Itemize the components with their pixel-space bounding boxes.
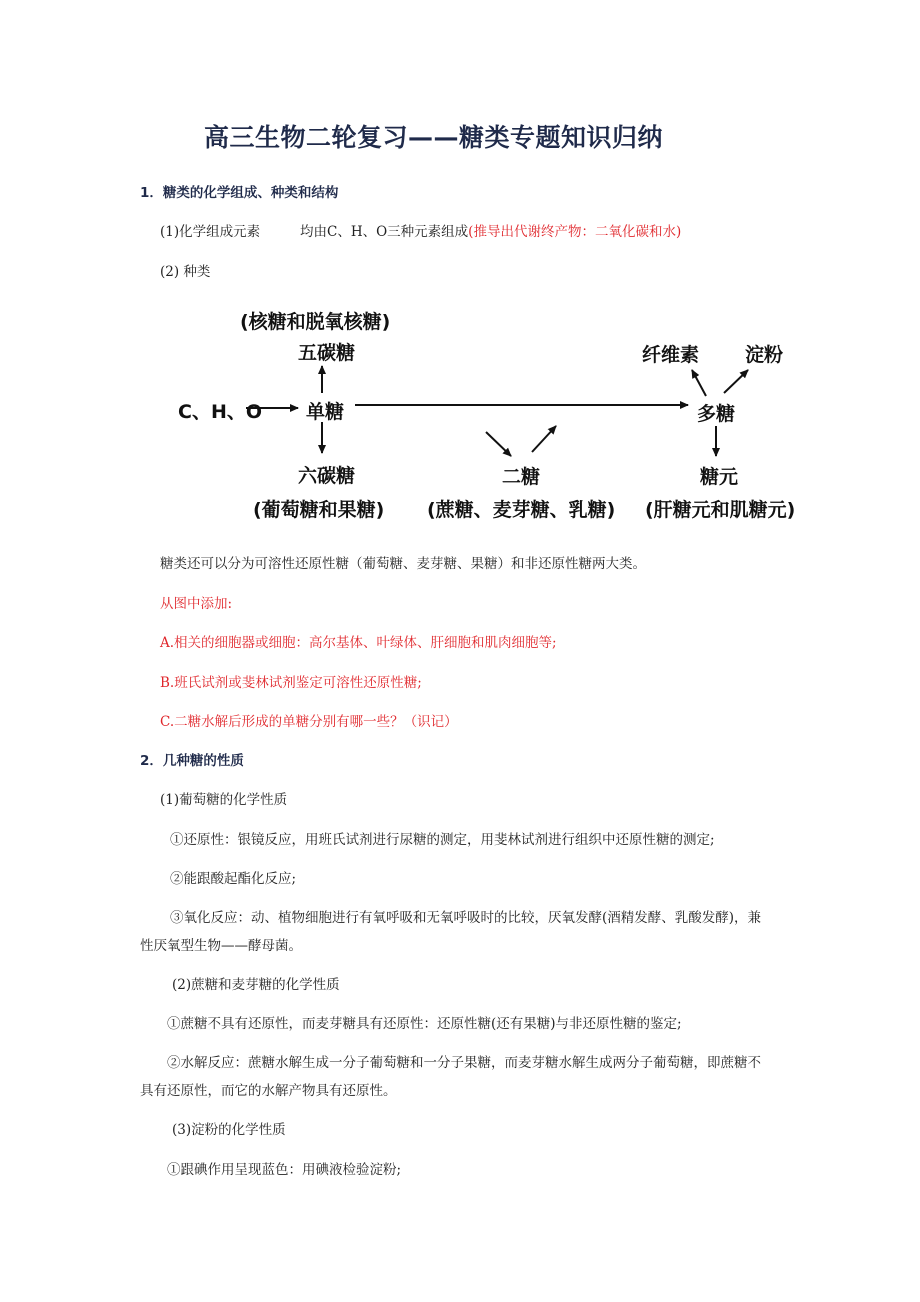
sucrose-maltose-label: (2)蔗糖和麦芽糖的化学性质: [172, 977, 340, 993]
sucrose-prop-2b: 具有还原性，而它的水解产物具有还原性。: [140, 1083, 397, 1099]
page-title: 高三生物二轮复习——糖类专题知识归纳: [204, 123, 664, 152]
glucose-prop-1: ①还原性：银镜反应，用班氏试剂进行尿糖的测定，用斐林试剂进行组织中还原性糖的测定;: [170, 832, 715, 848]
sugar-classification-diagram: [0, 0, 920, 560]
add-from-diagram-heading: 从图中添加:: [160, 596, 233, 612]
composition-label: (1)化学组成元素: [160, 224, 261, 240]
starch: 淀粉: [745, 344, 784, 366]
glucose-prop-2: ②能跟酸起酯化反应;: [170, 871, 297, 887]
glucose-label: (1)葡萄糖的化学性质: [160, 792, 288, 808]
disaccharide-note: (蔗糖、麦芽糖、乳糖): [427, 499, 616, 521]
polysaccharide: 多糖: [697, 403, 736, 425]
six-carbon-note: (葡萄糖和果糖): [253, 499, 385, 521]
types-label: (2) 种类: [160, 264, 211, 280]
classification-text: 糖类还可以分为可溶性还原性糖（葡萄糖、麦芽糖、果糖）和非还原性糖两大类。: [160, 556, 646, 572]
arrow-di-out: [532, 426, 556, 452]
glycogen: 糖元: [700, 466, 739, 488]
arrow-poly-to-cellulose: [692, 370, 706, 396]
glycogen-note: (肝糖元和肌糖元): [645, 499, 796, 521]
arrow-di-in: [486, 432, 511, 456]
section-1-heading: 1．糖类的化学组成、种类和结构: [140, 185, 339, 201]
monosaccharide: 单糖: [306, 401, 345, 423]
sucrose-prop-2a: ②水解反应：蔗糖水解生成一分子葡萄糖和一分子果糖，而麦芽糖水解生成两分子葡萄糖，即蔗糖不: [167, 1055, 761, 1071]
note-b: B.班氏试剂或斐林试剂鉴定可溶性还原性糖;: [160, 675, 422, 691]
starch-prop-1: ①跟碘作用呈现蓝色：用碘液检验淀粉;: [167, 1162, 402, 1178]
note-a: A.相关的细胞器或细胞：高尔基体、叶绿体、肝细胞和肌肉细胞等;: [160, 635, 557, 651]
cellulose: 纤维素: [642, 344, 700, 366]
disaccharide: 二糖: [502, 466, 541, 488]
six-carbon-sugar: 六碳糖: [298, 465, 356, 487]
five-carbon-sugar: 五碳糖: [298, 342, 356, 364]
glucose-prop-3b: 性厌氧型生物——酵母菌。: [140, 938, 302, 954]
section-2-heading: 2．几种糖的性质: [140, 753, 244, 769]
five-carbon-note: (核糖和脱氧核糖): [240, 311, 391, 333]
composition-text: 均由C、H、O三种元素组成: [300, 224, 469, 240]
note-c: C.二糖水解后形成的单糖分别有哪一些？（识记）: [160, 714, 458, 730]
sucrose-prop-1: ①蔗糖不具有还原性，而麦芽糖具有还原性：还原性糖(还有果糖)与非还原性糖的鉴定;: [167, 1016, 682, 1032]
arrow-poly-to-starch: [724, 370, 748, 393]
cho-elements: C、H、O: [178, 401, 262, 423]
starch-label: (3)淀粉的化学性质: [172, 1122, 286, 1138]
glucose-prop-3a: ③氧化反应：动、植物细胞进行有氧呼吸和无氧呼吸时的比较，厌氧发酵(酒精发酵、乳酸发酵)，兼: [170, 910, 762, 926]
composition-note: (推导出代谢终产物：二氧化碳和水): [468, 224, 682, 240]
